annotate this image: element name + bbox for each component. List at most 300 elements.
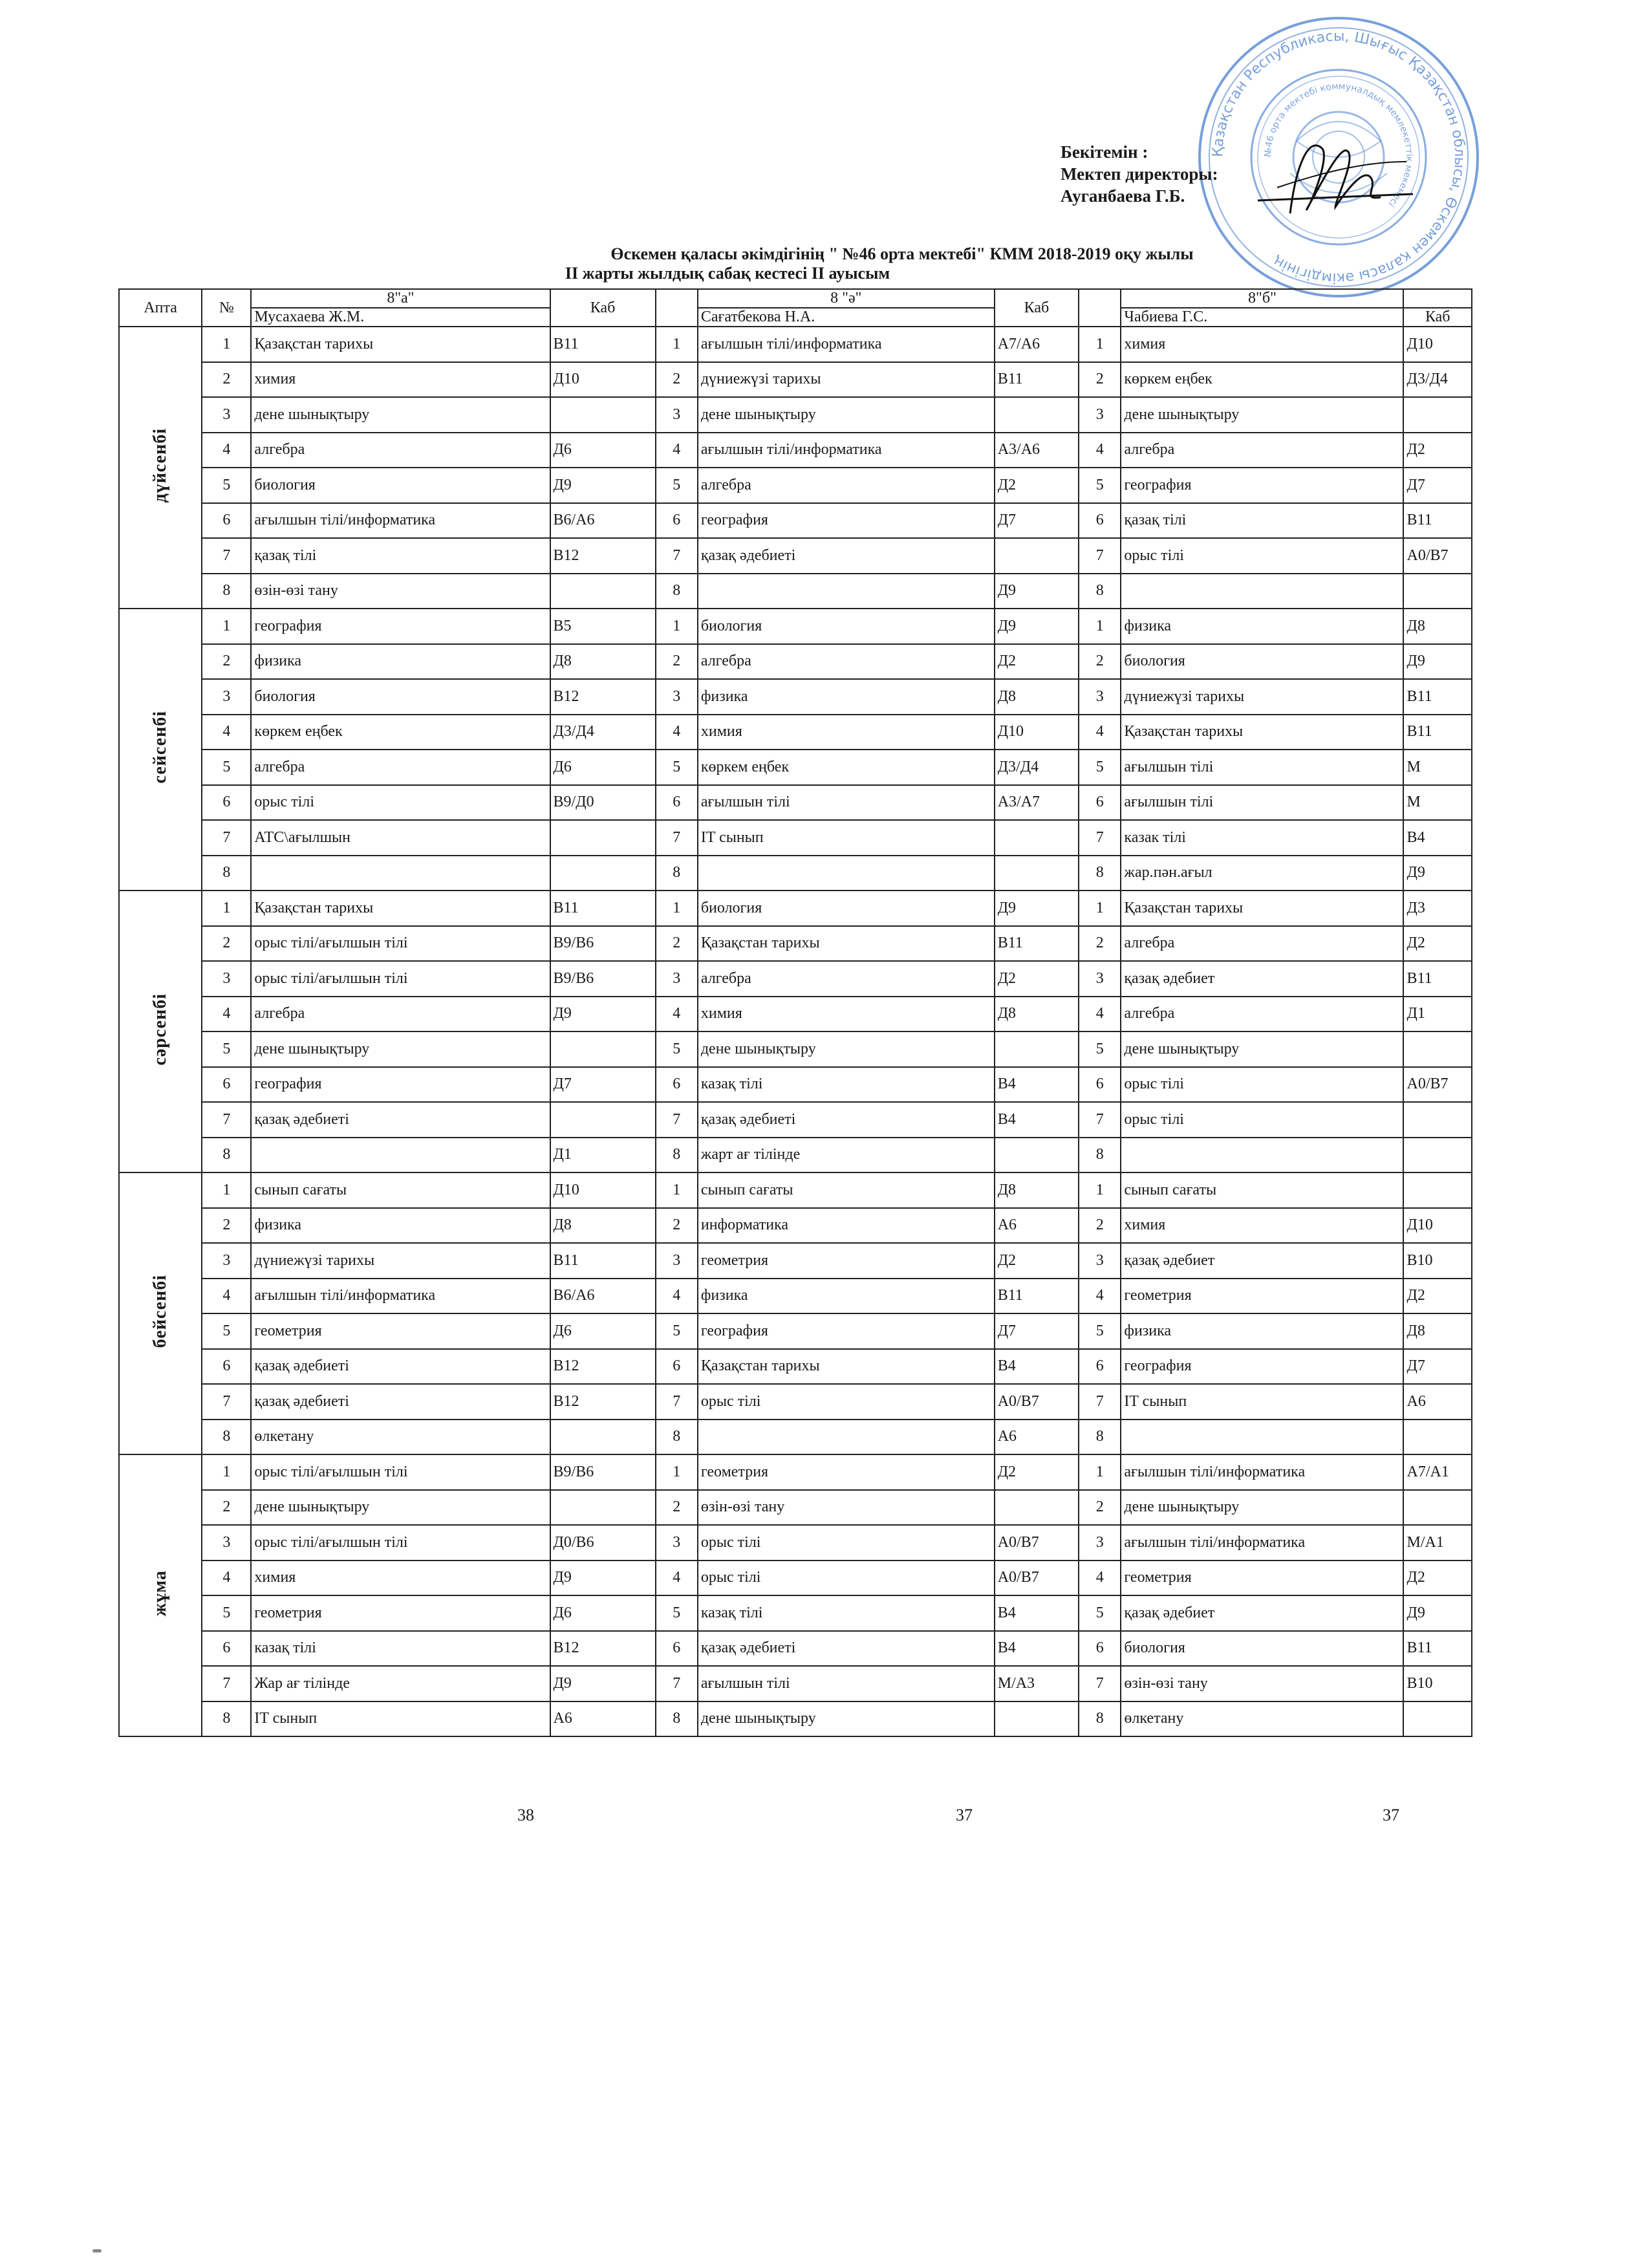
subject-b: орыс тілі xyxy=(1121,1067,1403,1103)
room-a: B9/B6 xyxy=(550,1454,656,1490)
room-b: Д2 xyxy=(1403,433,1472,468)
num-b: 6 xyxy=(1079,1067,1121,1103)
subject-a: Қазақстан тарихы xyxy=(251,327,550,362)
subject-ae: Қазақстан тарихы xyxy=(698,926,995,962)
num-b: 7 xyxy=(1079,820,1121,856)
room-ae xyxy=(995,538,1079,574)
room-ae: A0/B7 xyxy=(995,1561,1079,1596)
num-b: 8 xyxy=(1079,1420,1121,1455)
num-a: 7 xyxy=(202,1384,251,1420)
num-ae: 7 xyxy=(656,1102,698,1138)
room-b xyxy=(1403,1490,1472,1526)
room-b xyxy=(1403,1102,1472,1138)
subject-b: қазақ әдебиет xyxy=(1121,1595,1403,1631)
subject-b: қазақ әдебиет xyxy=(1121,1243,1403,1279)
num-b: 2 xyxy=(1079,1490,1121,1526)
room-b: Д9 xyxy=(1403,1595,1472,1631)
subject-b: казак тілі xyxy=(1121,820,1403,856)
table-row xyxy=(119,679,1472,715)
day-cell xyxy=(119,1172,202,1454)
room-ae: Д3/Д4 xyxy=(995,750,1079,785)
room-ae: A3/A7 xyxy=(995,785,1079,821)
subject-a: химия xyxy=(251,362,550,398)
subject-b: өзін-өзі тану xyxy=(1121,1666,1403,1701)
room-a xyxy=(550,856,656,891)
header-spacer xyxy=(656,289,698,308)
room-b: B10 xyxy=(1403,1666,1472,1701)
num-ae: 7 xyxy=(656,820,698,856)
subject-ae xyxy=(698,856,995,891)
header-class-a: 8"а" xyxy=(251,289,550,308)
subject-a: IT сынып xyxy=(251,1701,550,1737)
room-ae xyxy=(995,1031,1079,1067)
subject-a: өлкетану xyxy=(251,1420,550,1455)
room-a: B9/B6 xyxy=(550,926,656,962)
header-teacher-ae: Сағатбекова Н.А. xyxy=(698,308,995,327)
subject-a: география xyxy=(251,1067,550,1103)
num-a: 2 xyxy=(202,644,251,680)
num-b: 7 xyxy=(1079,1384,1121,1420)
subject-ae: ағылшын тілі xyxy=(698,785,995,821)
room-a: B12 xyxy=(550,1631,656,1667)
num-ae: 6 xyxy=(656,1067,698,1103)
subject-a: казақ тілі xyxy=(251,1631,550,1667)
num-b: 8 xyxy=(1079,1701,1121,1737)
table-row xyxy=(119,503,1472,539)
table-row xyxy=(119,1313,1472,1349)
room-ae: B4 xyxy=(995,1102,1079,1138)
room-a: Д10 xyxy=(550,1172,656,1208)
room-ae: B11 xyxy=(995,1279,1079,1314)
subject-b: дене шынықтыру xyxy=(1121,1490,1403,1526)
header-week: Апта xyxy=(119,289,202,327)
subject-b: сынып сағаты xyxy=(1121,1172,1403,1208)
room-ae: A0/B7 xyxy=(995,1525,1079,1561)
subject-a: орыс тілі/ағылшын тілі xyxy=(251,961,550,997)
num-a: 6 xyxy=(202,1631,251,1667)
room-ae: Д9 xyxy=(995,891,1079,926)
room-ae: B4 xyxy=(995,1349,1079,1385)
header-spacer xyxy=(656,308,698,327)
subject-b: физика xyxy=(1121,1313,1403,1349)
num-ae: 7 xyxy=(656,538,698,574)
subject-ae: биология xyxy=(698,609,995,644)
subject-b xyxy=(1121,1138,1403,1173)
subject-b: ағылшын тілі/информатика xyxy=(1121,1525,1403,1561)
document-subtitle: II жарты жылдық сабақ кестесі II ауысым xyxy=(565,264,890,283)
num-a: 1 xyxy=(202,327,251,362)
header-num: № xyxy=(202,289,251,327)
room-a: Д6 xyxy=(550,1313,656,1349)
subject-b: көркем еңбек xyxy=(1121,362,1403,398)
num-b: 3 xyxy=(1079,1243,1121,1279)
subject-ae: ағылшын тілі/информатика xyxy=(698,433,995,468)
num-ae: 3 xyxy=(656,961,698,997)
room-a: B5 xyxy=(550,609,656,644)
day-name: бейсенбі xyxy=(150,1274,171,1348)
subject-b: биология xyxy=(1121,644,1403,680)
stamp-inner-text: №46 орта мектебі коммуналдық мемлекеттік мекемесі xyxy=(1262,81,1415,209)
subject-ae: география xyxy=(698,1313,995,1349)
room-a: B12 xyxy=(550,679,656,715)
subject-b: IT сынып xyxy=(1121,1384,1403,1420)
room-ae: Д2 xyxy=(995,1243,1079,1279)
subject-ae xyxy=(698,1420,995,1455)
room-a xyxy=(550,820,656,856)
num-a: 5 xyxy=(202,1313,251,1349)
table-row xyxy=(119,1172,1472,1208)
room-ae: Д8 xyxy=(995,679,1079,715)
stamp-outer-text: Қазақстан Республикасы, Шығыс Қазақстан облысы, Өскемен қаласы әкімдігінің xyxy=(1209,28,1468,286)
subject-b: орыс тілі xyxy=(1121,538,1403,574)
num-ae: 8 xyxy=(656,1138,698,1173)
num-b: 4 xyxy=(1079,997,1121,1032)
table-row xyxy=(119,856,1472,891)
subject-b: алгебра xyxy=(1121,433,1403,468)
num-b: 5 xyxy=(1079,750,1121,785)
num-ae: 3 xyxy=(656,1243,698,1279)
subject-ae: дүниежүзі тарихы xyxy=(698,362,995,398)
num-ae: 2 xyxy=(656,926,698,962)
table-row xyxy=(119,574,1472,609)
num-b: 6 xyxy=(1079,785,1121,821)
room-a: Д7 xyxy=(550,1067,656,1103)
num-ae: 8 xyxy=(656,1701,698,1737)
num-b: 8 xyxy=(1079,856,1121,891)
room-a: Д0/B6 xyxy=(550,1525,656,1561)
num-a: 1 xyxy=(202,1454,251,1490)
day-name: жұма xyxy=(150,1570,171,1617)
subject-a: биология xyxy=(251,468,550,503)
subject-ae: қазақ әдебиеті xyxy=(698,538,995,574)
num-b: 4 xyxy=(1079,1279,1121,1314)
table-row xyxy=(119,538,1472,574)
header-room-a: Каб xyxy=(550,289,656,327)
room-ae: B11 xyxy=(995,362,1079,398)
num-a: 3 xyxy=(202,397,251,433)
room-ae: Д2 xyxy=(995,961,1079,997)
room-a: B9/B6 xyxy=(550,961,656,997)
subject-ae: Қазақстан тарихы xyxy=(698,1349,995,1385)
room-ae: Д2 xyxy=(995,468,1079,503)
subject-a: физика xyxy=(251,1208,550,1244)
room-ae: B4 xyxy=(995,1631,1079,1667)
room-ae: B11 xyxy=(995,926,1079,962)
num-b: 8 xyxy=(1079,574,1121,609)
subject-b: қазақ әдебиет xyxy=(1121,961,1403,997)
num-ae: 4 xyxy=(656,1561,698,1596)
subject-b: алгебра xyxy=(1121,926,1403,962)
room-b: Д1 xyxy=(1403,997,1472,1032)
subject-ae: казақ тілі xyxy=(698,1067,995,1103)
num-ae: 3 xyxy=(656,397,698,433)
num-ae: 5 xyxy=(656,1313,698,1349)
num-a: 7 xyxy=(202,820,251,856)
room-b xyxy=(1403,1701,1472,1737)
num-ae: 8 xyxy=(656,574,698,609)
room-b: Д10 xyxy=(1403,1208,1472,1244)
subject-ae: дене шынықтыру xyxy=(698,1031,995,1067)
room-ae: B4 xyxy=(995,1067,1079,1103)
room-b: M/A1 xyxy=(1403,1525,1472,1561)
subject-ae: орыс тілі xyxy=(698,1384,995,1420)
subject-b: Қазақстан тарихы xyxy=(1121,891,1403,926)
table-row xyxy=(119,1454,1472,1490)
table-row xyxy=(119,1420,1472,1455)
room-ae: A3/A6 xyxy=(995,433,1079,468)
room-ae: Д9 xyxy=(995,609,1079,644)
table-row xyxy=(119,433,1472,468)
subject-a: дүниежүзі тарихы xyxy=(251,1243,550,1279)
num-ae: 5 xyxy=(656,1031,698,1067)
header-spacer xyxy=(1079,308,1121,327)
num-ae: 4 xyxy=(656,715,698,750)
table-row xyxy=(119,1208,1472,1244)
subject-a: қазақ тілі xyxy=(251,538,550,574)
subject-a: орыс тілі/ағылшын тілі xyxy=(251,1454,550,1490)
room-b: Д2 xyxy=(1403,1279,1472,1314)
room-b: B11 xyxy=(1403,503,1472,539)
subject-a: алгебра xyxy=(251,997,550,1032)
room-a: Д6 xyxy=(550,1595,656,1631)
room-ae xyxy=(995,820,1079,856)
room-a: Д10 xyxy=(550,362,656,398)
num-a: 7 xyxy=(202,1666,251,1701)
num-ae: 8 xyxy=(656,1420,698,1455)
num-a: 6 xyxy=(202,1349,251,1385)
num-b: 2 xyxy=(1079,644,1121,680)
room-b: B4 xyxy=(1403,820,1472,856)
room-b: Д8 xyxy=(1403,609,1472,644)
total-8b: 37 xyxy=(1383,1806,1399,1824)
num-ae: 6 xyxy=(656,785,698,821)
room-ae: B4 xyxy=(995,1595,1079,1631)
room-a: Д8 xyxy=(550,1208,656,1244)
num-b: 4 xyxy=(1079,1561,1121,1596)
room-a: B11 xyxy=(550,327,656,362)
header-spacer xyxy=(1079,289,1121,308)
num-b: 5 xyxy=(1079,1031,1121,1067)
subject-ae: дене шынықтыру xyxy=(698,397,995,433)
subject-a: орыс тілі xyxy=(251,785,550,821)
num-a: 2 xyxy=(202,1208,251,1244)
subject-ae: геометрия xyxy=(698,1243,995,1279)
num-a: 8 xyxy=(202,1138,251,1173)
num-a: 7 xyxy=(202,538,251,574)
subject-b: геометрия xyxy=(1121,1279,1403,1314)
num-a: 4 xyxy=(202,715,251,750)
subject-ae: жарт ағ тілінде xyxy=(698,1138,995,1173)
room-b: Д3 xyxy=(1403,891,1472,926)
table-row xyxy=(119,1102,1472,1138)
table-row xyxy=(119,644,1472,680)
num-a: 4 xyxy=(202,433,251,468)
room-b: A6 xyxy=(1403,1384,1472,1420)
room-b xyxy=(1403,1031,1472,1067)
header-room-b: Каб xyxy=(1403,308,1472,327)
subject-a: ағылшын тілі/информатика xyxy=(251,1279,550,1314)
num-ae: 6 xyxy=(656,503,698,539)
subject-a: қазақ әдебиеті xyxy=(251,1349,550,1385)
num-ae: 2 xyxy=(656,362,698,398)
room-a: B9/Д0 xyxy=(550,785,656,821)
room-ae: Д2 xyxy=(995,644,1079,680)
subject-b: жар.пән.ағыл xyxy=(1121,856,1403,891)
room-ae xyxy=(995,1138,1079,1173)
room-b xyxy=(1403,1138,1472,1173)
num-ae: 8 xyxy=(656,856,698,891)
room-a xyxy=(550,1420,656,1455)
num-b: 3 xyxy=(1079,679,1121,715)
subject-a: ағылшын тілі/информатика xyxy=(251,503,550,539)
approval-line-2: Мектеп директоры: xyxy=(1061,164,1218,184)
subject-b: биология xyxy=(1121,1631,1403,1667)
room-ae: A6 xyxy=(995,1208,1079,1244)
table-row xyxy=(119,891,1472,926)
day-cell xyxy=(119,609,202,891)
room-a: B11 xyxy=(550,891,656,926)
num-a: 8 xyxy=(202,574,251,609)
subject-a: геометрия xyxy=(251,1313,550,1349)
table-row xyxy=(119,785,1472,821)
num-b: 7 xyxy=(1079,1102,1121,1138)
num-b: 5 xyxy=(1079,1595,1121,1631)
subject-ae: орыс тілі xyxy=(698,1561,995,1596)
approval-block xyxy=(1061,141,1218,207)
room-ae xyxy=(995,856,1079,891)
num-b: 2 xyxy=(1079,362,1121,398)
subject-a: орыс тілі/ағылшын тілі xyxy=(251,1525,550,1561)
room-ae: Д8 xyxy=(995,997,1079,1032)
num-b: 5 xyxy=(1079,1313,1121,1349)
room-b: B11 xyxy=(1403,715,1472,750)
num-ae: 1 xyxy=(656,327,698,362)
subject-a: алгебра xyxy=(251,750,550,785)
room-ae xyxy=(995,1701,1079,1737)
table-row xyxy=(119,1666,1472,1701)
room-a xyxy=(550,397,656,433)
num-a: 3 xyxy=(202,961,251,997)
room-b: M xyxy=(1403,750,1472,785)
subject-b: химия xyxy=(1121,1208,1403,1244)
room-b: Д3/Д4 xyxy=(1403,362,1472,398)
header-room-ae: Каб xyxy=(995,289,1079,327)
table-row xyxy=(119,1243,1472,1279)
table-row xyxy=(119,468,1472,503)
day-name: сейсенбі xyxy=(150,711,171,784)
room-a xyxy=(550,574,656,609)
num-a: 2 xyxy=(202,1490,251,1526)
room-b: Д10 xyxy=(1403,327,1472,362)
room-a xyxy=(550,1490,656,1526)
subject-ae: IT сынып xyxy=(698,820,995,856)
room-b xyxy=(1403,397,1472,433)
table-row xyxy=(119,997,1472,1032)
day-cell xyxy=(119,1454,202,1736)
room-ae xyxy=(995,1490,1079,1526)
room-a: Д6 xyxy=(550,750,656,785)
header-teacher-a: Мусахаева Ж.М. xyxy=(251,308,550,327)
room-a: Д1 xyxy=(550,1138,656,1173)
room-b: A0/B7 xyxy=(1403,1067,1472,1103)
num-b: 4 xyxy=(1079,715,1121,750)
room-b: Д2 xyxy=(1403,1561,1472,1596)
subject-b: география xyxy=(1121,1349,1403,1385)
room-ae: Д8 xyxy=(995,1172,1079,1208)
table-row xyxy=(119,1138,1472,1173)
room-b xyxy=(1403,1420,1472,1455)
room-a: Д9 xyxy=(550,1666,656,1701)
num-a: 8 xyxy=(202,1701,251,1737)
subject-b: дене шынықтыру xyxy=(1121,1031,1403,1067)
subject-b: ағылшын тілі xyxy=(1121,785,1403,821)
table-row xyxy=(119,1031,1472,1067)
subject-b xyxy=(1121,574,1403,609)
total-8a: 38 xyxy=(517,1806,534,1824)
num-b: 3 xyxy=(1079,1525,1121,1561)
num-ae: 1 xyxy=(656,609,698,644)
total-8ae: 37 xyxy=(956,1806,973,1824)
header-class-ae: 8 "ә" xyxy=(698,289,995,308)
room-ae: Д7 xyxy=(995,1313,1079,1349)
room-a: Д6 xyxy=(550,433,656,468)
subject-b: алгебра xyxy=(1121,997,1403,1032)
subject-ae: алгебра xyxy=(698,644,995,680)
room-b: B11 xyxy=(1403,961,1472,997)
subject-a: дене шынықтыру xyxy=(251,1490,550,1526)
room-a: B6/A6 xyxy=(550,503,656,539)
subject-b: дүниежүзі тарихы xyxy=(1121,679,1403,715)
num-b: 1 xyxy=(1079,1172,1121,1208)
subject-a: биология xyxy=(251,679,550,715)
subject-a xyxy=(251,1138,550,1173)
table-row xyxy=(119,1490,1472,1526)
num-b: 3 xyxy=(1079,397,1121,433)
table-row xyxy=(119,926,1472,962)
num-b: 5 xyxy=(1079,468,1121,503)
table-row xyxy=(119,362,1472,398)
subject-ae: орыс тілі xyxy=(698,1525,995,1561)
subject-a: география xyxy=(251,609,550,644)
num-b: 2 xyxy=(1079,926,1121,962)
num-b: 1 xyxy=(1079,609,1121,644)
table-row xyxy=(119,1701,1472,1737)
room-a: Д8 xyxy=(550,644,656,680)
num-ae: 5 xyxy=(656,468,698,503)
table-row xyxy=(119,1525,1472,1561)
subject-b: Қазақстан тарихы xyxy=(1121,715,1403,750)
num-ae: 2 xyxy=(656,644,698,680)
num-a: 5 xyxy=(202,468,251,503)
room-b: A0/B7 xyxy=(1403,538,1472,574)
subject-ae: өзін-өзі тану xyxy=(698,1490,995,1526)
num-b: 2 xyxy=(1079,1208,1121,1244)
table-row xyxy=(119,1067,1472,1103)
subject-b: орыс тілі xyxy=(1121,1102,1403,1138)
num-b: 6 xyxy=(1079,503,1121,539)
room-ae: Д10 xyxy=(995,715,1079,750)
room-ae: Д2 xyxy=(995,1454,1079,1490)
subject-ae: биология xyxy=(698,891,995,926)
room-ae: Д9 xyxy=(995,574,1079,609)
num-ae: 3 xyxy=(656,1525,698,1561)
subject-ae: физика xyxy=(698,1279,995,1314)
num-a: 5 xyxy=(202,1595,251,1631)
subject-b: ағылшын тілі/информатика xyxy=(1121,1454,1403,1490)
room-ae xyxy=(995,397,1079,433)
num-a: 2 xyxy=(202,362,251,398)
document-title: Өскемен қаласы әкімдігінің " №46 орта мектебі" КММ 2018-2019 оқу жылы xyxy=(610,244,1194,263)
